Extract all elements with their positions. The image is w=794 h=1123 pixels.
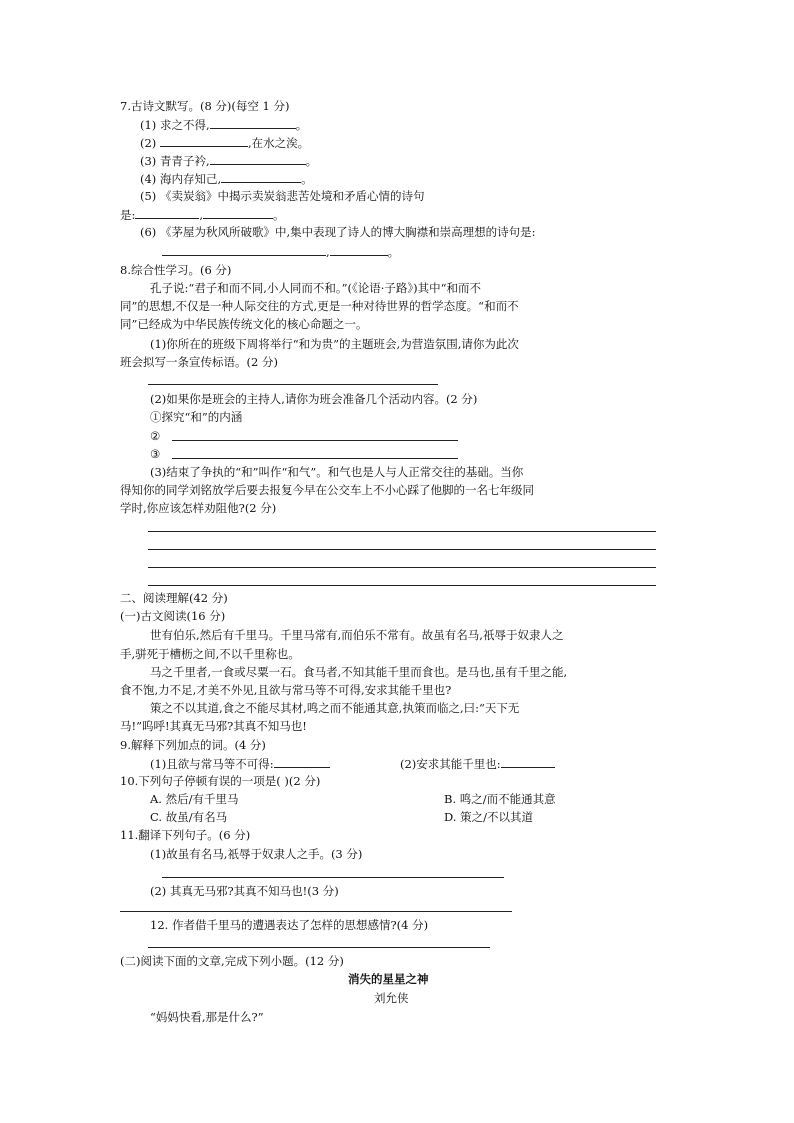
q10-option-d[interactable]: D. 策之/不以其道 — [444, 810, 533, 824]
answer-line[interactable] — [148, 947, 490, 948]
answer-line[interactable] — [148, 567, 656, 568]
q7-line-4: (4) 海内存知己, 。 — [140, 172, 313, 186]
q9-heading: 9.解释下列加点的词。(4 分) — [120, 738, 266, 752]
q10-option-b[interactable]: B. 鸣之/而不能通其意 — [444, 792, 556, 806]
subsection-1-heading: (一)古文阅读(16 分) — [120, 609, 226, 623]
answer-blank[interactable] — [162, 243, 326, 256]
q8-paragraph-line: 同”的思想,不仅是一种人际交往的方式,更是一种对待世界的哲学态度。“和而不 — [120, 299, 519, 313]
answer-blank[interactable] — [203, 206, 273, 219]
answer-blank[interactable] — [210, 152, 306, 165]
classical-text-line: 手,骈死于槽枥之间,不以千里称也。 — [120, 647, 300, 661]
q8-sub3-line: 学时,你应该怎样劝阻他?(2 分) — [120, 501, 277, 515]
q12-heading: 12. 作者借千里马的遭遇表达了怎样的思想感情?(4 分) — [150, 918, 429, 932]
q11-item-1: (1)故虽有名马,祇辱于奴隶人之手。(3 分) — [150, 847, 363, 861]
q10-option-a[interactable]: A. 然后/有千里马 — [150, 792, 239, 806]
section-2-heading: 二、阅读理解(42 分) — [120, 591, 228, 605]
q7-heading: 7.古诗文默写。(8 分)(每空 1 分) — [120, 99, 290, 113]
q8-sub2-item-2: ② — [150, 429, 161, 443]
article-author: 刘允侠 — [374, 991, 409, 1005]
answer-line[interactable] — [172, 458, 458, 459]
q8-paragraph-line: 同”已经成为中华民族传统文化的核心命题之一。 — [120, 317, 368, 331]
classical-text-line: 马之千里者,一食或尽粟一石。食马者,不知其能千里而食也。是马也,虽有千里之能, — [150, 665, 568, 679]
answer-blank[interactable] — [160, 134, 248, 147]
q10-heading: 10.下列句子停顿有误的一项是( )(2 分) — [120, 774, 321, 788]
answer-line[interactable] — [148, 585, 656, 586]
subsection-2-heading: (二)阅读下面的文章,完成下列小题。(12 分) — [120, 954, 344, 968]
classical-text-line: 食不饱,力不足,才美不外见,且欲与常马等不可得,安求其能千里也? — [120, 683, 452, 697]
answer-blank[interactable] — [135, 206, 199, 219]
answer-blank[interactable] — [221, 170, 301, 183]
q7-line-5: (5) 《卖炭翁》中揭示卖炭翁悲苦处境和矛盾心情的诗句 — [140, 189, 425, 203]
answer-line[interactable] — [162, 877, 504, 878]
q7-line-1: (1) 求之不得, 。 — [140, 118, 308, 132]
q8-sub2-item-3: ③ — [150, 447, 161, 461]
q8-paragraph-line: 孔子说:“君子和而不同,小人同而不和。”(《论语·子路》)其中“和而不 — [150, 281, 482, 295]
article-title: 消失的星星之神 — [348, 972, 429, 986]
article-first-line: “妈妈快看,那是什么?” — [150, 1010, 264, 1024]
answer-blank[interactable] — [330, 243, 388, 256]
q7-line-3: (3) 青青子衿, 。 — [140, 154, 318, 168]
q8-sub2-item-1: ①探究“和”的内涵 — [150, 410, 243, 424]
q8-sub1-line: (1)你所在的班级下周将举行“和为贵”的主题班会,为营造氛围,请你为此次 — [150, 337, 519, 351]
q10-option-c[interactable]: C. 故虽/有名马 — [150, 810, 228, 824]
answer-line[interactable] — [148, 384, 438, 385]
q9-item-2: (2)安求其能千里也: — [400, 755, 555, 772]
q8-sub1-line: 班会拟写一条宣传标语。(2 分) — [120, 355, 278, 369]
answer-blank[interactable] — [274, 755, 330, 768]
q9-item-1: (1)且欲与常马等不可得: — [150, 755, 330, 772]
q7-line-6: (6) 《茅屋为秋风所破歌》中,集中表现了诗人的博大胸襟和崇高理想的诗句是: — [140, 225, 536, 239]
answer-blank[interactable] — [501, 755, 555, 768]
answer-line[interactable] — [120, 911, 512, 912]
classical-text-line: 世有伯乐,然后有千里马。千里马常有,而伯乐不常有。故虽有名马,祇辱于奴隶人之 — [150, 628, 564, 642]
q7-line-6b: , 。 — [162, 243, 399, 260]
answer-line[interactable] — [172, 440, 458, 441]
classical-text-line: 策之不以其道,食之不能尽其材,鸣之而不能通其意,执策而临之,曰:“天下无 — [150, 701, 520, 715]
q8-sub2: (2)如果你是班会的主持人,请你为班会准备几个活动内容。(2 分) — [150, 392, 478, 406]
q11-item-2: (2) 其真无马邪?其真不知马也!(3 分) — [150, 884, 339, 898]
q8-heading: 8.综合性学习。(6 分) — [120, 263, 232, 277]
answer-line[interactable] — [148, 531, 656, 532]
q11-heading: 11.翻译下列句子。(6 分) — [120, 828, 251, 842]
q8-sub3-line: (3)结束了争执的“和”叫作“和气”。和气也是人与人正常交往的基础。当你 — [150, 465, 524, 479]
classical-text-line: 马!”呜呼!其真无马邪?其真不知马也! — [120, 719, 307, 733]
answer-blank[interactable] — [210, 116, 296, 129]
q7-line-2: (2) ,在水之涘。 — [140, 136, 310, 150]
q7-line-5b: 是: , 。 — [120, 208, 285, 222]
answer-line[interactable] — [148, 549, 656, 550]
q8-sub3-line: 得知你的同学刘铭放学后要去报复今早在公交车上不小心踩了他脚的一名七年级同 — [120, 483, 534, 497]
